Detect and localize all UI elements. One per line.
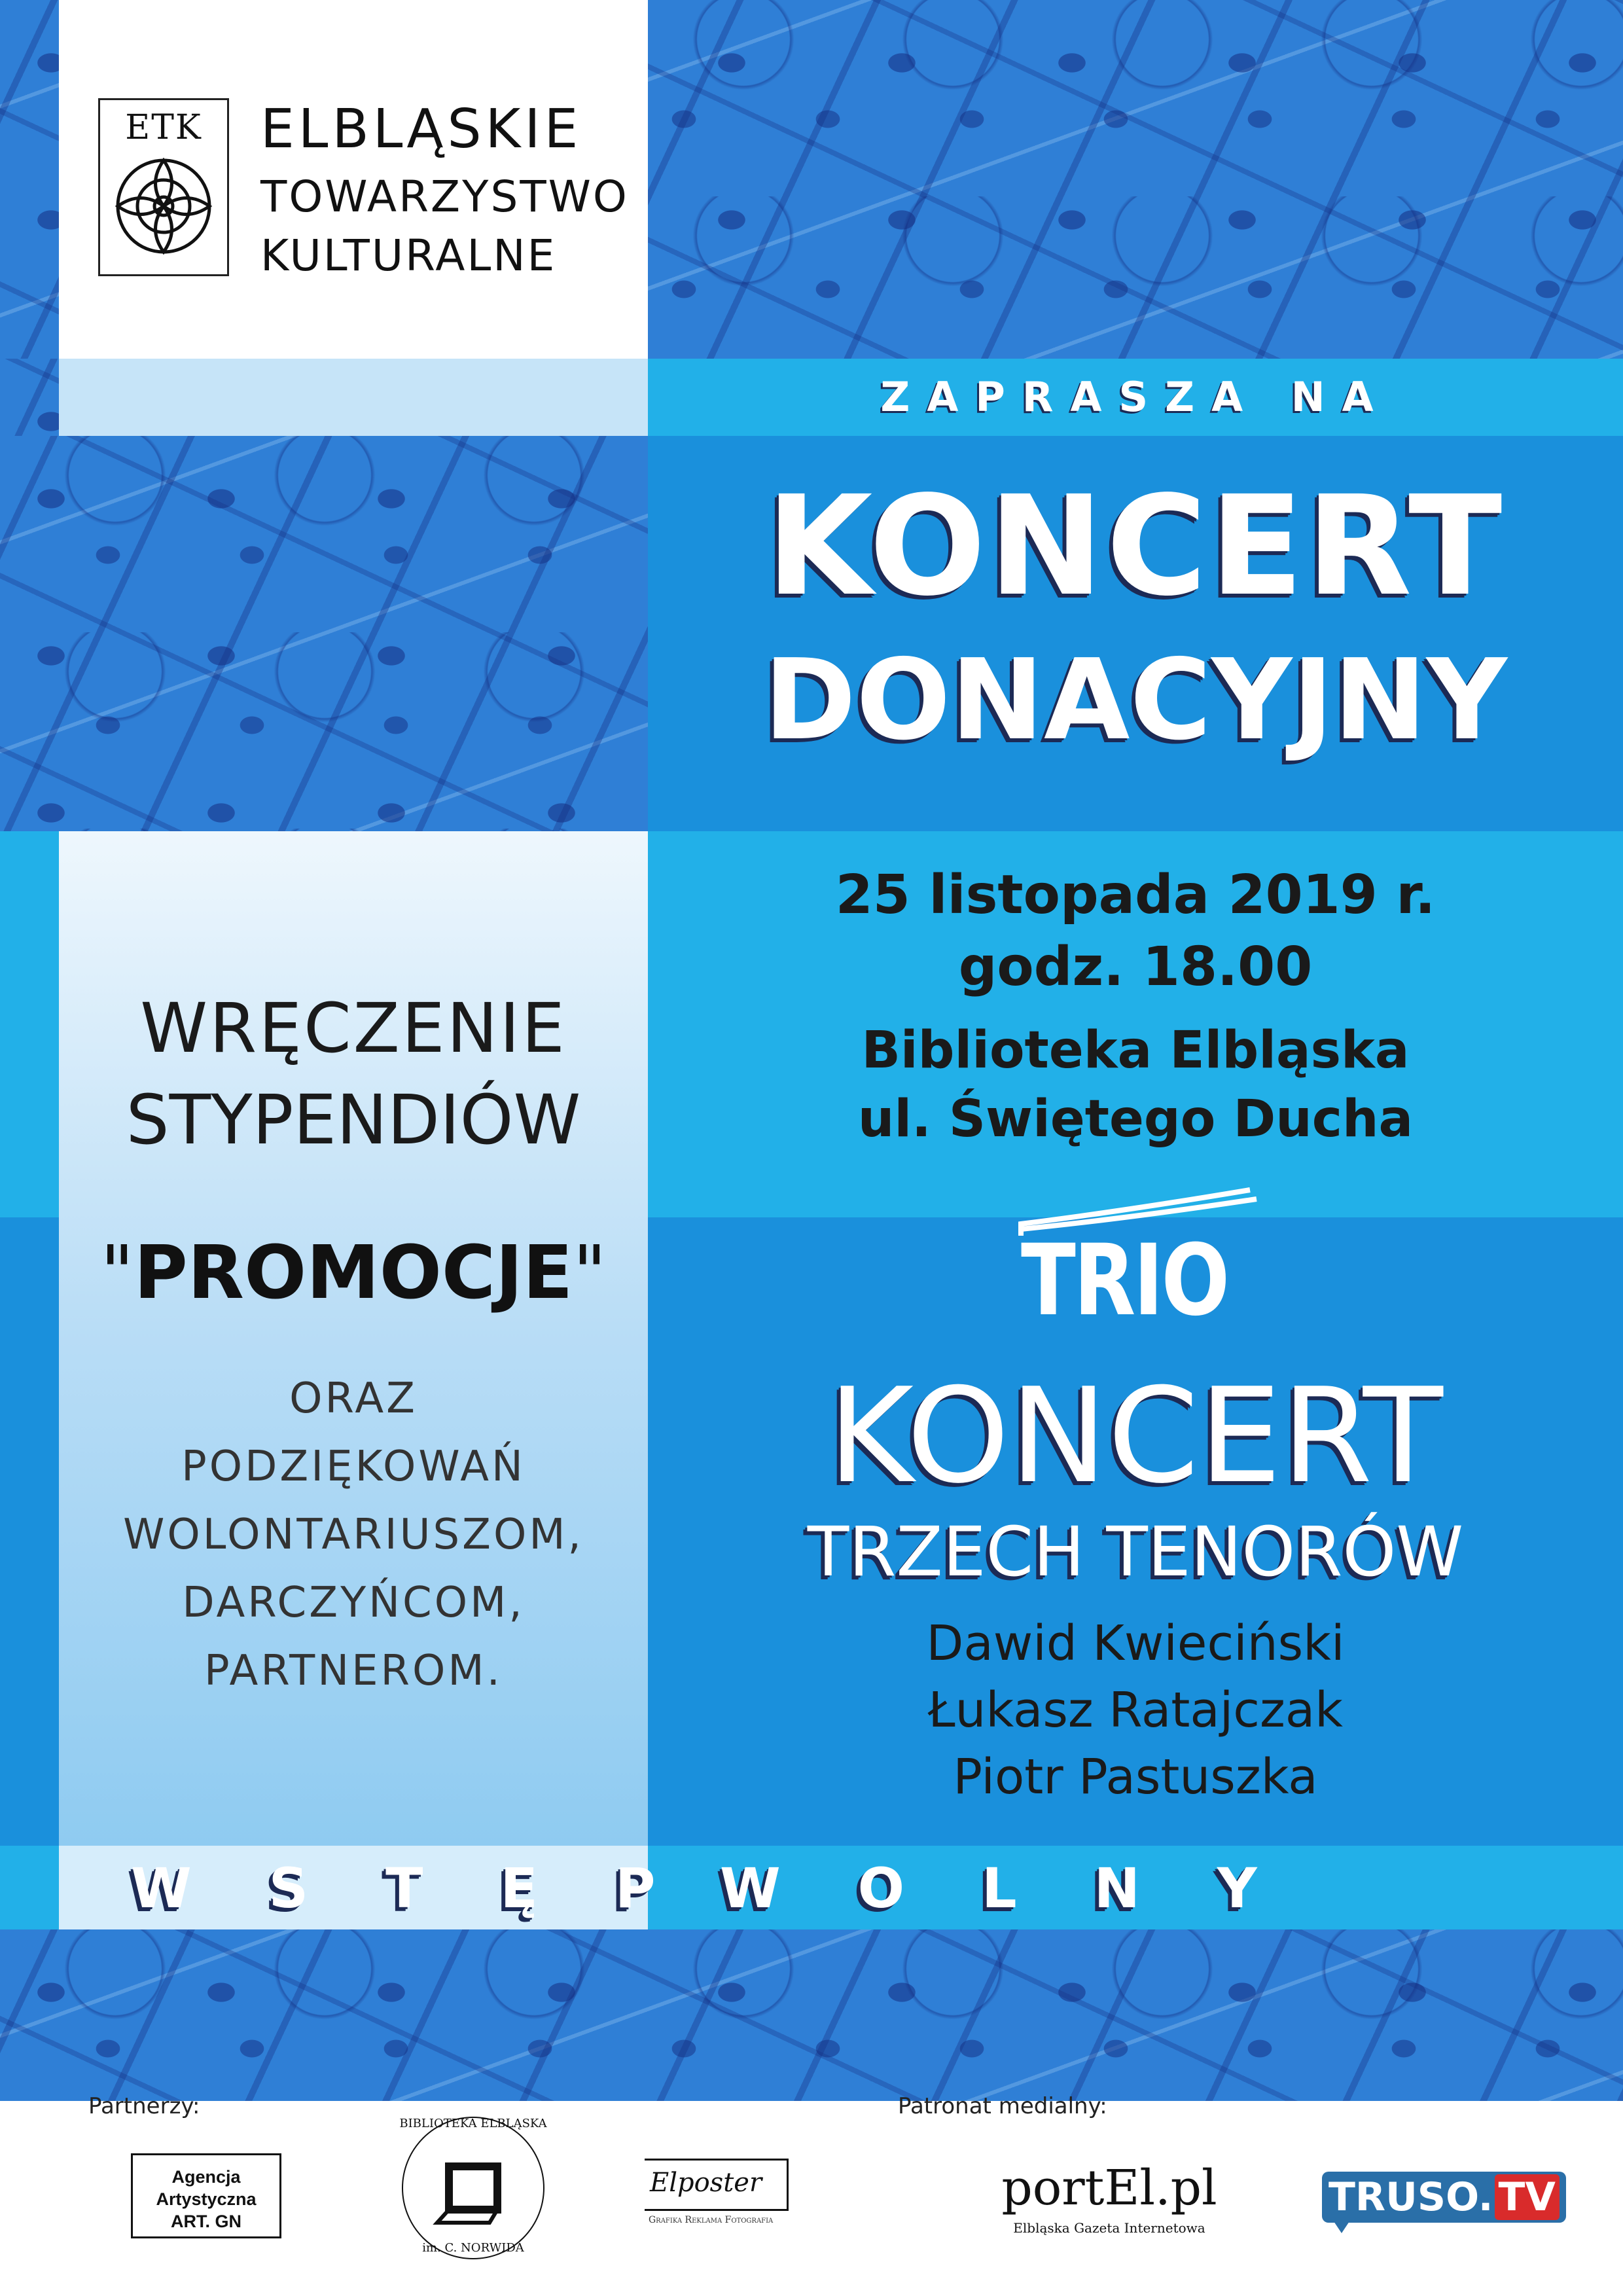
media-portel-logo [995,2160,1230,2245]
trio-concert-title: KONCERT [828,1360,1443,1513]
thanks-list [59,1365,648,1705]
partner-agencja-line: Agencja [171,2167,241,2187]
music-notes-background-left [0,436,648,831]
left-edge-strip [0,1217,59,1872]
thanks-line: ORAZ [289,1374,418,1423]
trio-subtitle: TRZECH TENORÓW [807,1512,1464,1592]
portel-tagline: Elbląska Gazeta Internetowa [1013,2220,1205,2236]
program-name: PROMOCJE [134,1230,573,1316]
music-notes-background-left-edge [0,359,59,436]
performer-name: Dawid Kwieciński [926,1615,1345,1672]
elposter-tagline: Grafika Reklama Fotografia [649,2215,774,2225]
media-patrons-label: Patronat medialny: [898,2093,1107,2119]
partner-agencja-logo [131,2153,281,2238]
partner-agencja-line: Artystyczna [156,2189,257,2209]
program-title [59,1230,648,1316]
partner-elposter-logo [645,2159,793,2231]
org-name-line3: KULTURALNE [260,230,557,281]
partner-agencja-line: ART. GN [171,2212,241,2231]
title-line2: DONACYJNY [764,636,1507,765]
org-name-line1: ELBLĄSKIE [260,98,582,160]
award-line2: STYPENDIÓW [126,1080,581,1160]
truso-badge-tail [1334,2221,1349,2233]
truso-tv: TV [1495,2174,1560,2220]
trio-logo [1008,1185,1270,1355]
thanks-line: WOLONTARIUSZOM, [123,1511,584,1559]
performers-list [648,1610,1623,1810]
music-notes-background-bottom [0,1929,1623,2101]
rosette-icon [101,147,226,272]
quote-close: " [573,1230,607,1316]
trio-logo-text: TRIO [1021,1224,1228,1338]
elposter-name: Elposter [650,2168,762,2198]
quote-open: " [100,1230,134,1316]
award-line1: WRĘCZENIE [140,988,567,1068]
etk-logo-letters: ETK [125,108,202,147]
event-address: ul. Świętego Ducha [857,1090,1414,1149]
invite-text: ZAPRASZA NA [880,373,1391,421]
library-seal-ring-text: BIBLIOTEKA ELBLĄSKA [399,2117,547,2130]
title-line1: KONCERT [766,466,1505,626]
performer-name: Piotr Pastuszka [953,1749,1318,1805]
truso-badge [1322,2172,1566,2223]
partners-label: Partnerzy: [88,2093,200,2119]
entry-word1: WSTĘP [131,1856,733,1920]
event-venue: Biblioteka Elbląska [861,1021,1410,1080]
entry-word2: WOLNY [720,1856,1334,1920]
thanks-line: PODZIĘKOWAŃ [181,1443,526,1491]
thanks-line: DARCZYŃCOM, [182,1579,525,1627]
truso-name: TRUSO. [1329,2174,1493,2220]
org-name-line2: TOWARZYSTWO [260,171,629,222]
partner-library-seal [398,2113,548,2263]
library-seal-sub-text: im. C. NORWIDA [422,2241,524,2255]
event-time: godz. 18.00 [958,936,1313,998]
performer-name: Łukasz Ratajczak [927,1682,1344,1738]
etk-logo [98,98,229,276]
invite-band-left [59,359,648,436]
event-date: 25 listopada 2019 r. [835,864,1436,926]
media-truso-tv-logo [1322,2172,1556,2234]
thanks-line: PARTNEROM. [204,1647,503,1695]
etk-header-box [59,0,648,359]
portel-name: portEl.pl [1001,2160,1217,2216]
